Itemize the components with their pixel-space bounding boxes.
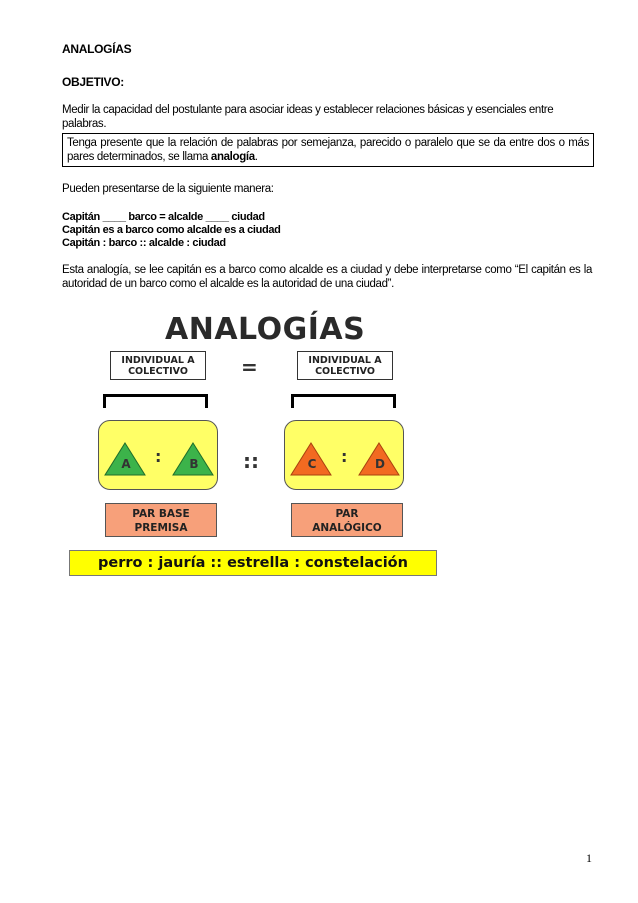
base-pair-caption	[105, 503, 217, 537]
equals-sign: =	[241, 355, 258, 379]
objetivo-text: Medir la capacidad del postulante para asociar ideas y establecer relaciones básicas y esenciales entre palabras.	[62, 104, 554, 130]
letter-a: A	[121, 457, 131, 471]
letter-d: D	[375, 457, 385, 471]
note-bold-word: analogía	[210, 151, 255, 163]
objetivo-label: OBJETIVO:	[62, 75, 124, 89]
base-pair-box	[98, 420, 218, 490]
right-pair-colon: :	[341, 447, 348, 466]
left-bracket	[103, 394, 208, 408]
left-relation-label	[110, 351, 206, 380]
analogous-pair-box	[284, 420, 404, 490]
example-line-3: Capitán : barco :: alcalde : ciudad	[62, 237, 226, 249]
double-colon: ::	[243, 449, 259, 473]
explanation-text: Esta analogía, se lee capitán es a barco como alcalde es a ciudad y debe interpretarse como “El capitán es la autoridad de un barco como el alcalde es la autoridad de una ciudad”.	[62, 264, 592, 290]
left-pair-colon: :	[155, 447, 162, 466]
example-banner: perro : jauría :: estrella : constelación	[69, 550, 437, 576]
note-text: Tenga presente que la relación de palabras por semejanza, parecido o paralelo que se da entre dos o más pares determinados, se llama	[67, 137, 589, 163]
right-relation-label	[297, 351, 393, 380]
example-line-1: Capitán ____ barco = alcalde ____ ciudad	[62, 211, 265, 223]
diagram-title: ANALOGÍAS	[165, 312, 366, 347]
right-bracket	[291, 394, 396, 408]
right-relation-line-2: COLECTIVO	[315, 366, 375, 377]
letter-b: B	[189, 457, 199, 471]
base-pair-caption-line-1: PAR BASE	[132, 508, 190, 520]
left-relation-line-1: INDIVIDUAL A	[121, 355, 195, 366]
analogous-pair-caption-line-2: ANALÓGICO	[312, 522, 382, 534]
analogous-pair-caption	[291, 503, 403, 537]
right-relation-line-1: INDIVIDUAL A	[308, 355, 382, 366]
page-number: 1	[586, 851, 592, 865]
note-end: .	[254, 151, 258, 163]
example-line-2: Capitán es a barco como alcalde es a ciudad	[62, 224, 281, 236]
base-pair-caption-line-2: PREMISA	[134, 522, 188, 534]
left-relation-line-2: COLECTIVO	[128, 366, 188, 377]
letter-c: C	[307, 457, 317, 471]
intro-text: Pueden presentarse de la siguiente manera:	[62, 183, 274, 195]
page-heading: ANALOGÍAS	[62, 42, 132, 56]
analogous-pair-caption-line-1: PAR	[335, 508, 359, 520]
